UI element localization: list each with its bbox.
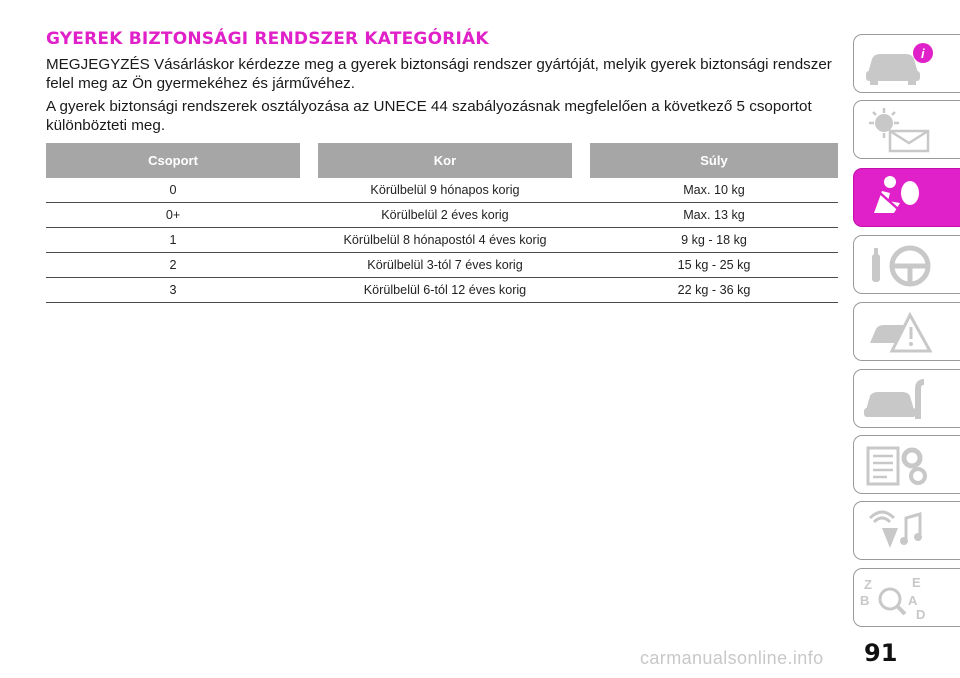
tab-warning-lights[interactable] (853, 100, 960, 159)
svg-text:Z: Z (864, 577, 872, 592)
cell-group: 0+ (165, 208, 181, 222)
airbag-seat-icon (860, 173, 940, 223)
cell-weight: 22 kg - 36 kg (677, 283, 751, 297)
svg-text:A: A (908, 593, 918, 608)
index-icon (860, 573, 940, 623)
description-paragraph: A gyerek biztonsági rendszerek osztályozása az UNECE 44 szabályozásnak megfelelően a következő 5 csoportot különbözteti meg. (46, 98, 812, 134)
tab-key-steering[interactable] (853, 235, 960, 294)
multimedia-icon (860, 506, 940, 556)
cell-group: 0 (169, 183, 177, 197)
tab-multimedia[interactable] (853, 501, 960, 560)
key-steering-wheel-icon (860, 240, 940, 290)
tab-safety[interactable] (853, 168, 960, 227)
car-maintenance-icon (860, 374, 940, 424)
svg-text:B: B (860, 593, 870, 608)
cell-weight: 15 kg - 25 kg (677, 258, 751, 272)
cell-weight: 9 kg - 18 kg (681, 233, 747, 247)
header-kor: Kor (318, 143, 572, 178)
cell-age: Körülbelül 8 hónapostól 4 éves korig (343, 233, 547, 247)
note-paragraph: MEGJEGYZÉS Vásárláskor kérdezze meg a gyerek biztonsági rendszer gyártóját, melyik gyerek biztonsági rendszer felel meg az Ön gyermekéhez és járművéhez. (46, 56, 832, 92)
page-number: 91 (864, 639, 898, 667)
cell-age: Körülbelül 6-tól 12 éves korig (363, 283, 527, 297)
table-row (46, 178, 838, 203)
cell-age: Körülbelül 2 éves korig (381, 208, 509, 222)
technical-data-icon (860, 440, 940, 490)
cell-weight: Max. 10 kg (683, 183, 745, 197)
tab-technical-data[interactable] (853, 435, 960, 494)
svg-text:E: E (912, 575, 921, 590)
table-row (46, 203, 838, 228)
warning-lights-icon (860, 105, 940, 155)
table-row (46, 278, 838, 303)
cell-group: 3 (169, 283, 177, 297)
cell-group: 2 (169, 258, 177, 272)
svg-text:i: i (921, 46, 925, 61)
table-row (46, 253, 838, 278)
car-info-icon (860, 39, 940, 89)
tab-car-info[interactable] (853, 34, 960, 93)
child-restraint-table (46, 143, 838, 303)
cell-age: Körülbelül 3-tól 7 éves korig (367, 258, 523, 272)
cell-group: 1 (169, 233, 177, 247)
tab-emergency[interactable] (853, 302, 960, 361)
header-suly: Súly (590, 143, 838, 178)
cell-age: Körülbelül 9 hónapos korig (370, 183, 520, 197)
watermark: carmanualsonline.info (640, 648, 824, 668)
svg-text:D: D (916, 607, 926, 622)
tab-index[interactable] (853, 568, 960, 627)
section-title: GYEREK BIZTONSÁGI RENDSZER KATEGÓRIÁK (46, 29, 489, 49)
tab-maintenance[interactable] (853, 369, 960, 428)
cell-weight: Max. 13 kg (683, 208, 745, 222)
table-row (46, 228, 838, 253)
table-header (46, 143, 838, 178)
header-csoport: Csoport (46, 143, 300, 178)
emergency-icon (860, 307, 940, 357)
